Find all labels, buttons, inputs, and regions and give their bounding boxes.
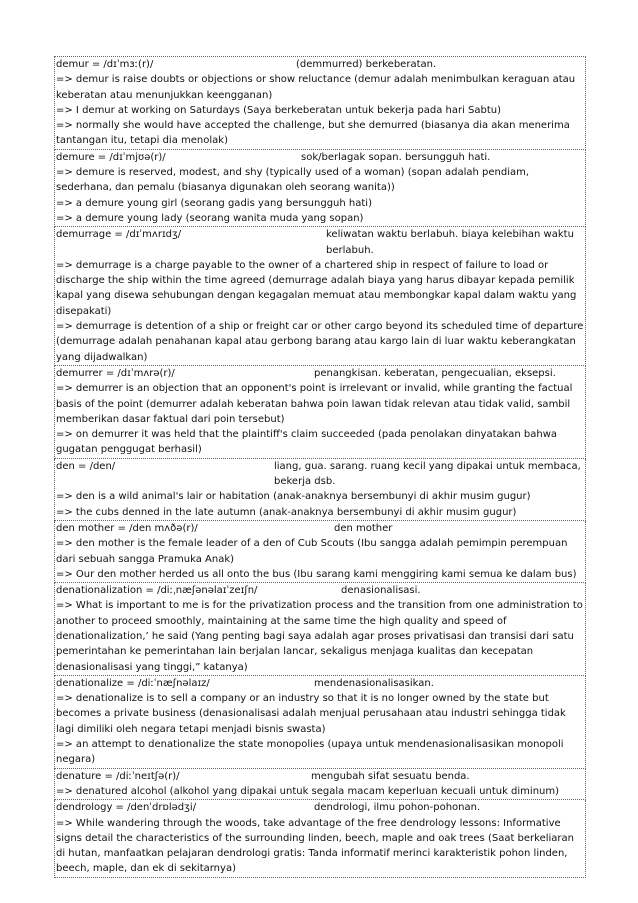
entry-term: den = /den/ <box>56 460 116 472</box>
entry-meaning: dendrologi, ilmu pohon-pohonan. <box>314 802 481 814</box>
entry-meaning: liang, gua. sarang. ruang kecil yang dipakai untuk membaca, bekerja dsb. <box>274 460 581 488</box>
entry-example-line: => den mother is the female leader of a den of Cub Scouts (Ibu sangga adalah pemimpin perempuan dari sebuah sangga Pramuka Anak) <box>56 538 568 565</box>
entry-example-line: => While wandering through the woods, take advantage of the free dendrology lessons: Informative signs detail the characteristics of the surrounding linden, beech, maple and oak trees (Saat berkeliaran di hutan, manfaatkan pelajaran dendrologi gratis: Tanda informatif merinci karakteristik pohon linden, beech, maple, dan ek di sekitarnya) <box>56 817 575 875</box>
entry-term: demurrer = /dɪˈmʌrə(r)/ <box>56 367 175 379</box>
entry-example-line: => demur is raise doubts or objections or show reluctance (demur adalah menimbulkan keraguan atau keberatan atau menunjukkan keengganan) <box>56 74 576 101</box>
entry-example-line: => normally she would have accepted the challenge, but she demurred (biasanya dia akan menerima tantangan itu, tetapi dia menolak) <box>56 120 570 147</box>
entry-term: denature = /diːˈneɪtʃə(r)/ <box>56 770 180 782</box>
entry-meaning: (demmurred) berkeberatan. <box>296 59 437 70</box>
entry-headword-line <box>56 150 584 165</box>
entry-meaning: keliwatan waktu berlabuh. biaya kelebihan waktu berlabuh. <box>326 229 574 256</box>
entry-example-line: => Our den mother herded us all onto the bus (Ibu sarang kami menggiring kami semua ke dalam bus) <box>56 568 577 580</box>
entry-example-line: => den is a wild animal's lair or habitation (anak-anaknya bersembunyi di akhir musim gugur) <box>56 491 531 503</box>
entry-meaning: mengubah sifat sesuatu benda. <box>311 770 470 782</box>
dictionary-entry <box>54 366 586 459</box>
entry-example-line: => I demur at working on Saturdays (Saya berkeberatan untuk bekerja pada hari Sabtu) <box>56 104 502 116</box>
entry-term: denationalize = /diːˈnæʃnəlaɪz/ <box>56 677 210 689</box>
dictionary-entry <box>54 521 586 583</box>
entry-term: demure = /dɪˈmjʊə(r)/ <box>56 151 166 163</box>
entry-meaning: den mother <box>334 522 393 534</box>
dictionary-entry <box>54 769 586 801</box>
entry-term: demur = /dɪˈmɜː(r)/ <box>56 59 154 70</box>
dictionary-entry <box>54 676 586 769</box>
entry-example-line: => demurrage is a charge payable to the owner of a chartered ship in respect of failure to load or discharge the ship within the time agreed (demurrage adalah biaya yang harus dibayar kepada pemilik kapal yang disewa sehubungan dengan kegagalan memuat atau membongkar kapal dalam waktu yang disepakati) <box>56 259 577 317</box>
entry-term: denationalization = /diːˌnæʃənəlaɪˈzeɪʃn/ <box>56 585 258 597</box>
entry-headword-line <box>56 521 584 536</box>
entry-headword-line <box>56 227 584 258</box>
entry-example-line: => a demure young lady (seorang wanita muda yang sopan) <box>56 212 364 224</box>
entry-example-line: => demurrer is an objection that an opponent's point is irrelevant or invalid, while granting the factual basis of the point (demurrer adalah keberatan bahwa poin lawan tidak relevan atau tidak valid, sambil memberikan dasar faktual dari poin tersebut) <box>56 383 573 425</box>
entry-example-line: => demure is reserved, modest, and shy (typically used of a woman) (sopan adalah pendiam, sederhana, dan pemalu (biasanya digunakan oleh seorang wanita)) <box>56 167 530 194</box>
dictionary-entry <box>54 227 586 366</box>
entry-example-line: => the cubs denned in the late autumn (anak-anaknya bersembunyi di akhir musim gugur) <box>56 506 517 518</box>
dictionary-entry <box>54 150 586 227</box>
entry-meaning: mendenasionalisasikan. <box>314 677 434 689</box>
entry-headword-line <box>56 57 584 72</box>
dictionary-entry <box>54 583 586 676</box>
entry-example-line: => What is important to me is for the privatization process and the transition from one administration to another to proceed smoothly, maintaining at the same time the high quality and speed of denationalization,’ he said (Yang penting bagi saya adalah agar proses privatisasi dan transisi dari satu pemerintahan ke pemerintahan lain berjalan lancar, sekaligus menjaga kualitas dan kecepatan denasionalisasi yang tinggi,” katanya) <box>56 600 583 673</box>
entry-headword-line <box>56 676 584 691</box>
entry-example-line: => a demure young girl (seorang gadis yang bersungguh hati) <box>56 197 372 209</box>
entry-term: den mother = /den mʌðə(r)/ <box>56 522 198 534</box>
entry-term: demurrage = /dɪˈmʌrɪdʒ/ <box>56 229 182 241</box>
entry-meaning: denasionalisasi. <box>341 585 421 597</box>
entry-example-line: => denatured alcohol (alkohol yang dipakai untuk segala macam keperluan kecuali untuk diminum) <box>56 785 560 797</box>
entry-example-line: => on demurrer it was held that the plaintiff's claim succeeded (pada penolakan dinyatakan bahwa gugatan penggugat berhasil) <box>56 429 558 456</box>
entry-example-line: => denationalize is to sell a company or an industry so that it is no longer owned by the state but becomes a private business (denasionalisasi adalah menjual perusahaan atau industri sehingga tidak lagi dimiliki oleh negara tetapi menjadi bisnis swasta) <box>56 693 566 735</box>
entry-headword-line <box>56 366 584 381</box>
entry-meaning: penangkisan. keberatan, pengecualian, eksepsi. <box>314 367 556 379</box>
entry-headword-line <box>56 583 584 598</box>
entry-example-line: => an attempt to denationalize the state monopolies (upaya untuk mendenasionalisasikan monopoli negara) <box>56 739 564 766</box>
dictionary-entry <box>54 57 586 150</box>
dictionary-entry <box>54 459 586 521</box>
entry-headword-line <box>56 459 584 490</box>
vocabulary-document <box>54 56 586 878</box>
entry-example-line: => demurrage is detention of a ship or freight car or other cargo beyond its scheduled time of departure (demurrage adalah penahanan kapal atau gerbong barang atau kargo lain di luar waktu keberangkatan yang dijadwalkan) <box>56 321 584 363</box>
entry-headword-line <box>56 800 584 815</box>
dictionary-entry <box>54 800 586 877</box>
entry-headword-line <box>56 769 584 784</box>
entry-term: dendrology = /denˈdrɒlədʒi/ <box>56 802 197 814</box>
entry-meaning: sok/berlagak sopan. bersungguh hati. <box>301 151 491 163</box>
